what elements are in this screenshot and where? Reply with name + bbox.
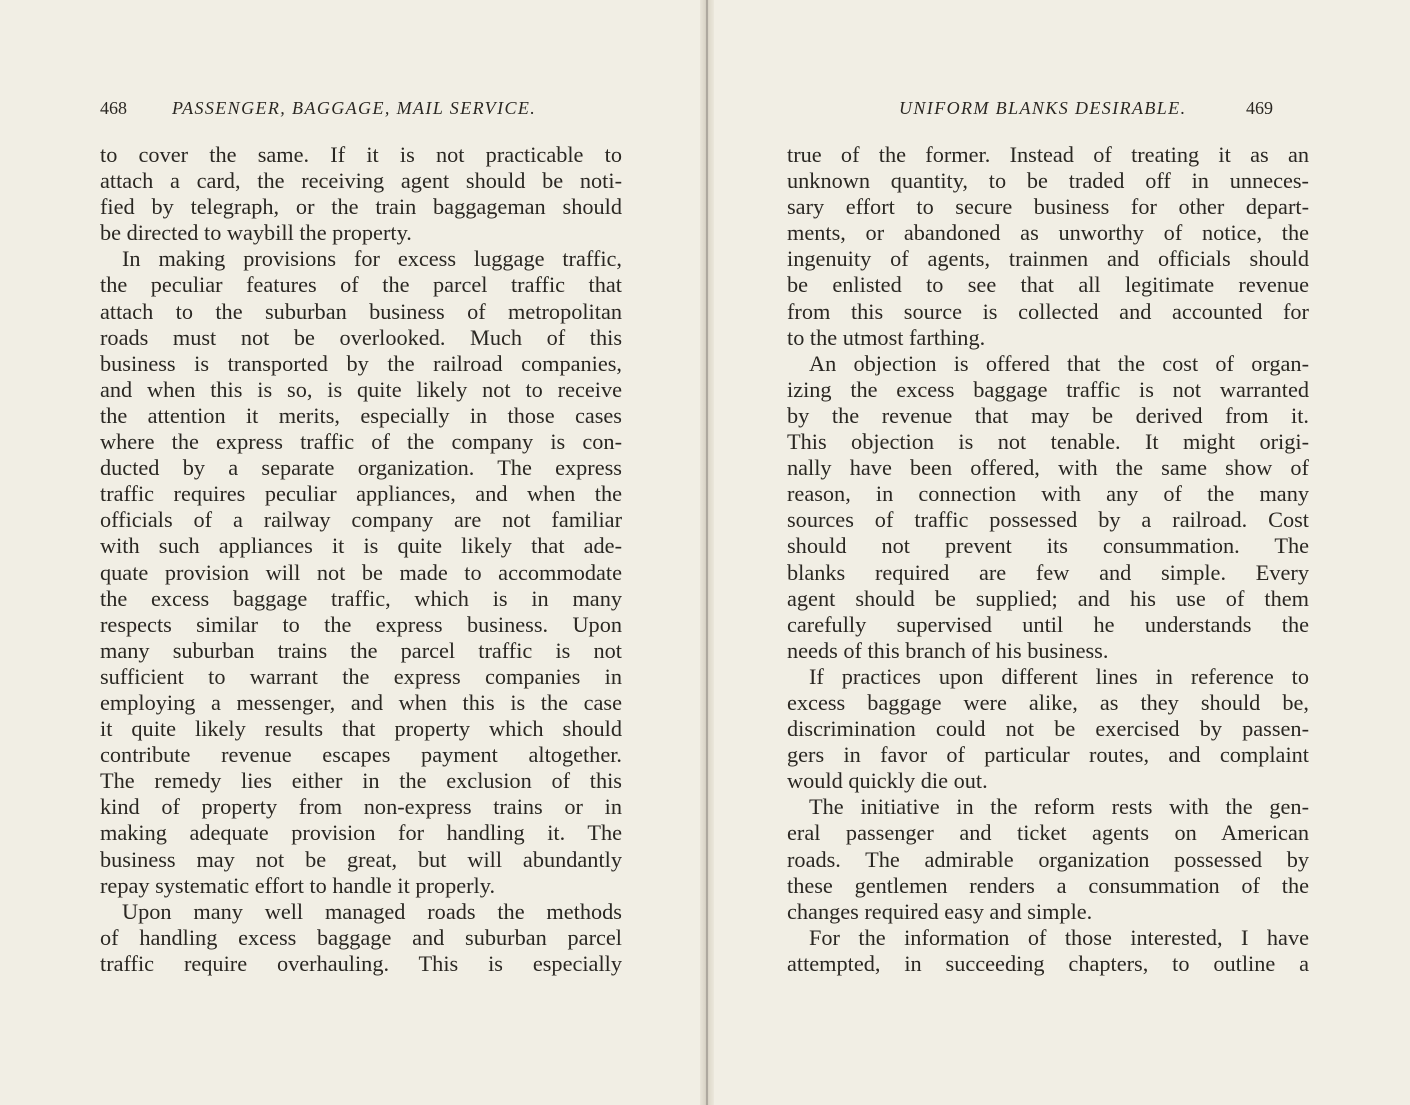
text-line: attach to the suburban business of metropolitan <box>100 298 622 324</box>
text-line: attach a card, the receiving agent should be noti- <box>100 168 622 194</box>
text-line: blanks required are few and simple. Every <box>787 559 1309 585</box>
page-body-text <box>100 142 622 977</box>
left-page <box>0 0 700 1105</box>
text-line: kind of property from non-express trains or in <box>100 794 622 820</box>
right-page <box>714 0 1410 1105</box>
running-head: PASSENGER, BAGGAGE, MAIL SERVICE. <box>172 98 537 118</box>
text-line: it quite likely results that property which should <box>100 716 622 742</box>
text-line: would quickly die out. <box>787 768 988 794</box>
text-line: where the express traffic of the company is con- <box>100 429 622 455</box>
text-line: to cover the same. If it is not practicable to <box>100 142 622 167</box>
text-line: employing a messenger, and when this is the case <box>100 689 622 715</box>
text-line: attempted, in succeeding chapters, to outline a <box>787 950 1309 976</box>
text-line: unknown quantity, to be traded off in unneces- <box>787 168 1309 194</box>
text-line: discrimination could not be exercised by passen- <box>787 716 1309 742</box>
text-line: sufficient to warrant the express companies in <box>100 663 622 689</box>
text-line: the attention it merits, especially in those cases <box>100 402 622 428</box>
text-line: the excess baggage traffic, which is in many <box>100 585 622 611</box>
text-line: should not prevent its consummation. The <box>787 533 1309 559</box>
text-line: ingenuity of agents, trainmen and officials should <box>787 246 1309 272</box>
text-line: changes required easy and simple. <box>787 898 1093 924</box>
text-line: Upon many well managed roads the methods <box>122 898 622 924</box>
text-line: be directed to waybill the property. <box>100 220 412 246</box>
text-line: business may not be great, but will abundantly <box>100 846 622 872</box>
text-line: the peculiar features of the parcel traffic that <box>100 272 622 298</box>
text-line: ments, or abandoned as unworthy of notice, the <box>787 220 1309 246</box>
text-line: An objection is offered that the cost of organ- <box>809 350 1309 376</box>
text-line: of handling excess baggage and suburban parcel <box>100 924 622 950</box>
text-line: traffic require overhauling. This is especially <box>100 950 622 976</box>
text-line: agent should be supplied; and his use of them <box>787 585 1309 611</box>
text-line: and when this is so, is quite likely not to receive <box>100 376 622 402</box>
text-line: nally have been offered, with the same show of <box>787 455 1309 481</box>
text-line: gers in favor of particular routes, and complaint <box>787 742 1309 768</box>
text-line: sources of traffic possessed by a railroad. Cost <box>787 507 1309 533</box>
running-head: UNIFORM BLANKS DESIRABLE. <box>899 98 1187 118</box>
text-line: true of the former. Instead of treating it as an <box>787 142 1309 167</box>
text-line: eral passenger and ticket agents on American <box>787 820 1309 846</box>
text-line: quate provision will not be made to accommodate <box>100 559 622 585</box>
text-line: be enlisted to see that all legitimate revenue <box>787 272 1309 298</box>
text-line: This objection is not tenable. It might origi- <box>787 429 1309 455</box>
text-line: excess baggage were alike, as they should be, <box>787 689 1309 715</box>
page-number: 468 <box>100 98 127 118</box>
page-body-text <box>787 142 1309 977</box>
text-line: carefully supervised until he understands the <box>787 611 1309 637</box>
text-line: contribute revenue escapes payment altogether. <box>100 742 622 768</box>
text-line: If practices upon different lines in reference to <box>809 663 1309 689</box>
text-line: In making provisions for excess luggage traffic, <box>122 246 622 272</box>
text-line: making adequate provision for handling it. The <box>100 820 622 846</box>
text-line: ducted by a separate organization. The express <box>100 455 622 481</box>
text-line: these gentlemen renders a consummation of the <box>787 872 1309 898</box>
page-number: 469 <box>1246 98 1273 118</box>
text-line: business is transported by the railroad companies, <box>100 350 622 376</box>
text-line: For the information of those interested, I have <box>809 924 1309 950</box>
text-line: to the utmost farthing. <box>787 324 986 350</box>
text-line: roads must not be overlooked. Much of this <box>100 324 622 350</box>
text-line: officials of a railway company are not familiar <box>100 507 622 533</box>
text-line: with such appliances it is quite likely that ade- <box>100 533 622 559</box>
text-line: needs of this branch of his business. <box>787 637 1109 663</box>
text-line: traffic requires peculiar appliances, and when the <box>100 481 622 507</box>
text-line: fied by telegraph, or the train baggageman should <box>100 194 622 220</box>
text-line: from this source is collected and accounted for <box>787 298 1309 324</box>
text-line: many suburban trains the parcel traffic is not <box>100 637 622 663</box>
text-line: The initiative in the reform rests with the gen- <box>809 794 1309 820</box>
text-line: izing the excess baggage traffic is not warranted <box>787 376 1309 402</box>
text-line: The remedy lies either in the exclusion of this <box>100 768 622 794</box>
text-line: sary effort to secure business for other depart- <box>787 194 1309 220</box>
text-line: roads. The admirable organization possessed by <box>787 846 1309 872</box>
book-gutter <box>700 0 714 1105</box>
text-line: by the revenue that may be derived from it. <box>787 402 1309 428</box>
text-line: reason, in connection with any of the many <box>787 481 1309 507</box>
text-line: respects similar to the express business. Upon <box>100 611 622 637</box>
text-line: repay systematic effort to handle it properly. <box>100 872 496 898</box>
